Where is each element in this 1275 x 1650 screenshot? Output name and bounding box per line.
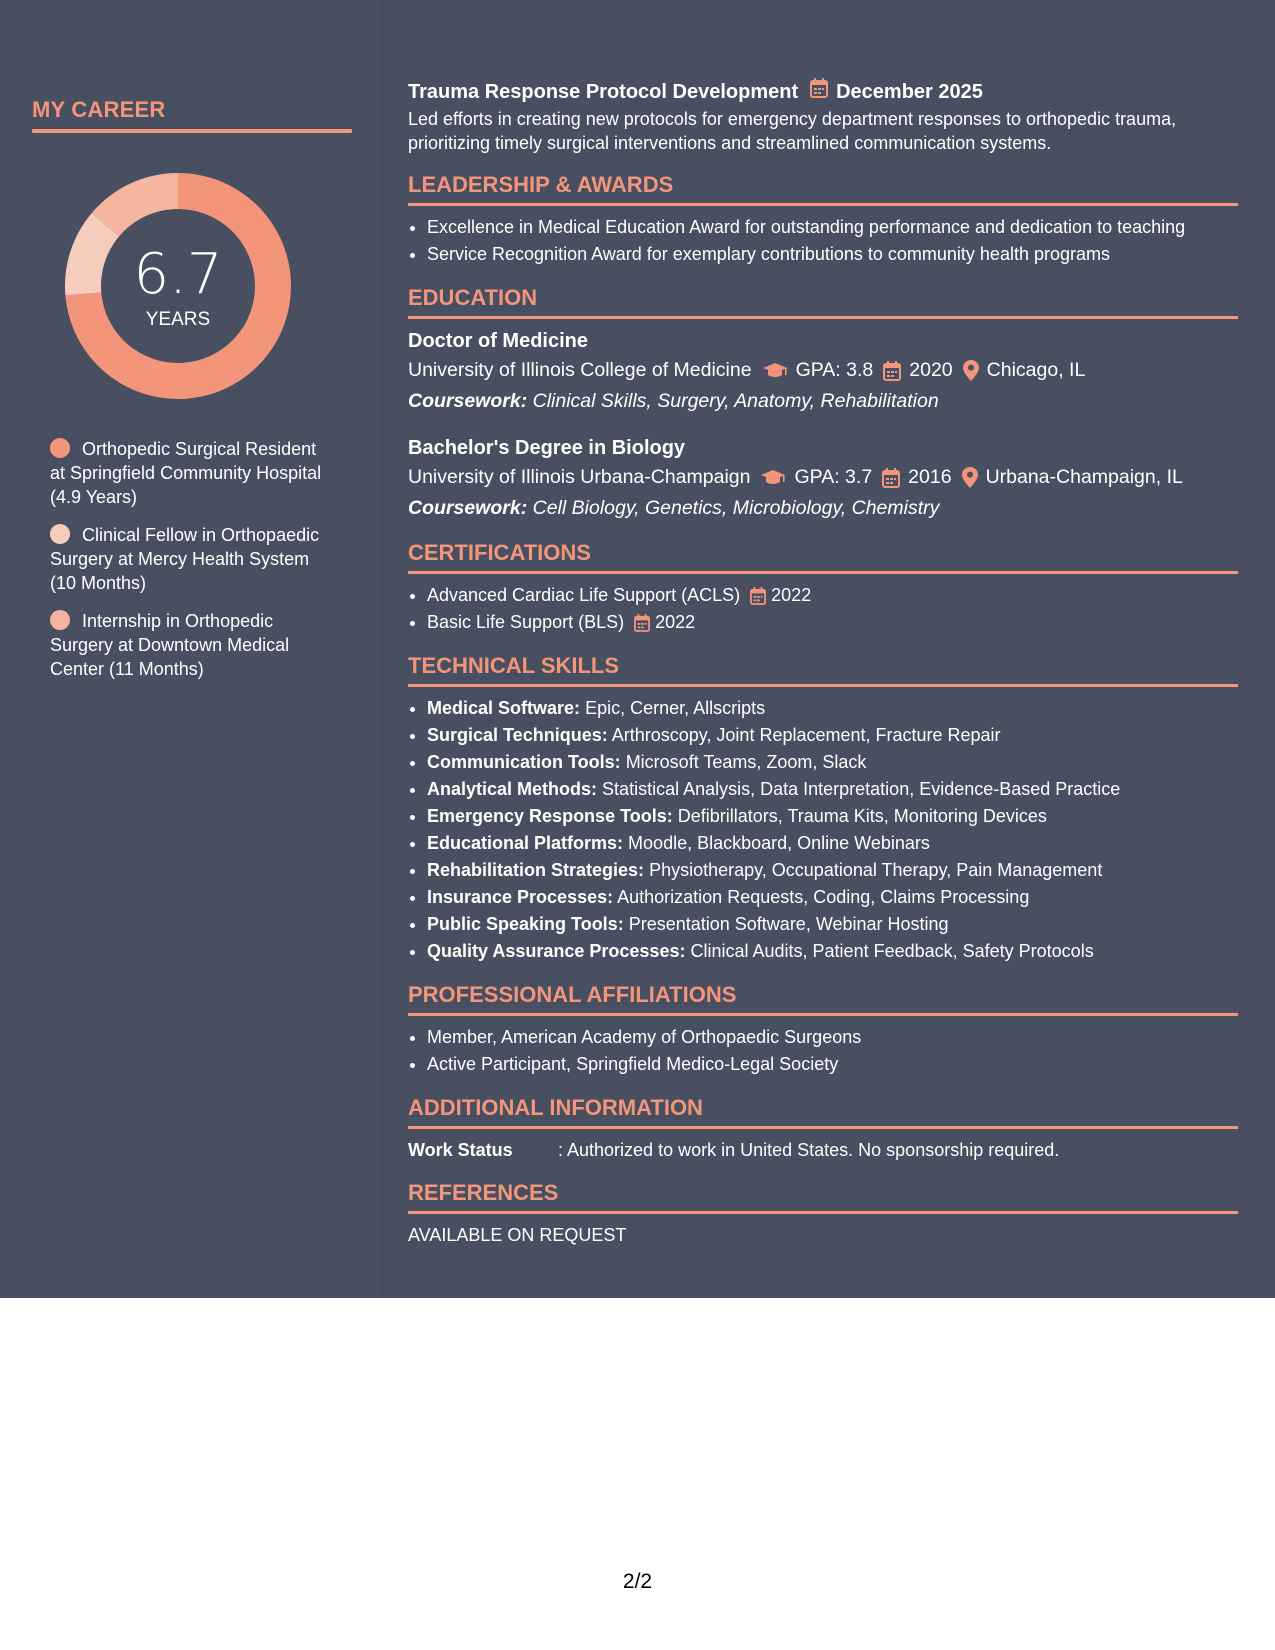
- section-rule: [408, 1126, 1238, 1129]
- certifications-title: CERTIFICATIONS: [408, 540, 591, 565]
- calendar-icon: [750, 587, 766, 605]
- skill-category: Communication Tools:: [427, 752, 621, 772]
- references-text: AVAILABLE ON REQUEST: [408, 1225, 627, 1245]
- graduation-cap-icon: [760, 469, 786, 487]
- education-coursework: [408, 386, 1238, 416]
- skills-title: TECHNICAL SKILLS: [408, 653, 620, 678]
- education-location: Chicago, IL: [986, 359, 1086, 381]
- list-item: [427, 776, 1238, 803]
- skill-values: Moodle, Blackboard, Online Webinars: [628, 833, 930, 853]
- certification-year: 2022: [771, 585, 812, 605]
- coursework-label: Coursework:: [408, 497, 528, 519]
- list-item: • Member, American Academy of Orthopaedic Surgeons: [427, 1024, 1238, 1051]
- skill-values: Microsoft Teams, Zoom, Slack: [625, 752, 867, 772]
- total-years-value: 6.7: [133, 242, 223, 307]
- leadership-list: [408, 214, 1238, 268]
- calendar-icon: [810, 78, 828, 106]
- references-title: REFERENCES: [408, 1180, 559, 1205]
- skill-category: Insurance Processes:: [427, 887, 614, 907]
- project-description: Led efforts in creating new protocols for emergency department responses to orthopedic trauma, prioritizing timely surgical interventions and streamlined communication systems.: [408, 109, 1177, 153]
- skill-category: Public Speaking Tools:: [427, 914, 624, 934]
- career-legend-label: Orthopedic Surgical Resident at Springfield Community Hospital (4.9 Years): [50, 439, 322, 507]
- career-legend-item: [50, 437, 335, 509]
- affiliations-title: PROFESSIONAL AFFILIATIONS: [408, 982, 737, 1007]
- career-donut-chart: [65, 173, 291, 399]
- location-pin-icon: [963, 360, 979, 381]
- column-divider: [382, 0, 383, 1298]
- page-number: 2/2: [622, 1570, 653, 1593]
- skill-values: Epic, Cerner, Allscripts: [585, 698, 766, 718]
- education-year: 2016: [908, 466, 952, 488]
- education-title: EDUCATION: [408, 285, 538, 310]
- project-header: [408, 78, 1238, 106]
- skill-values: Arthroscopy, Joint Replacement, Fracture Repair: [611, 725, 1001, 745]
- total-years-unit: YEARS: [145, 309, 211, 330]
- calendar-icon: [883, 361, 901, 381]
- coursework-label: Coursework:: [408, 390, 528, 412]
- section-rule: [408, 571, 1238, 574]
- skill-values: Clinical Audits, Patient Feedback, Safety Protocols: [690, 941, 1094, 961]
- list-item: [427, 938, 1238, 965]
- certification-name: • Advanced Cardiac Life Support (ACLS): [427, 585, 741, 605]
- project-date: December 2025: [836, 81, 983, 103]
- skill-values: Defibrillators, Trauma Kits, Monitoring Devices: [677, 806, 1047, 826]
- education-gpa: GPA: 3.7: [794, 466, 873, 488]
- certifications-list: [408, 582, 1238, 636]
- skills-list: [408, 695, 1238, 965]
- graduation-cap-icon: [762, 362, 788, 380]
- education-school: University of Illinois Urbana-Champaign: [408, 466, 751, 488]
- section-rule: [408, 316, 1238, 319]
- skill-values: Authorization Requests, Coding, Claims Processing: [617, 887, 1030, 907]
- list-item: [427, 749, 1238, 776]
- affiliations-list: [408, 1024, 1238, 1078]
- list-item: [427, 695, 1238, 722]
- education-year: 2020: [909, 359, 953, 381]
- skill-category: Educational Platforms:: [427, 833, 624, 853]
- education-gpa: GPA: 3.8: [795, 359, 874, 381]
- certification-name: • Basic Life Support (BLS): [427, 612, 625, 632]
- skill-category: Medical Software:: [427, 698, 581, 718]
- section-rule: [408, 1013, 1238, 1016]
- resume-main: [408, 78, 1238, 1248]
- list-item: [427, 884, 1238, 911]
- list-item: [427, 911, 1238, 938]
- additional-info-title: ADDITIONAL INFORMATION: [408, 1095, 703, 1120]
- skill-values: Physiotherapy, Occupational Therapy, Pain Management: [649, 860, 1103, 880]
- list-item: [427, 857, 1238, 884]
- coursework-value: Clinical Skills, Surgery, Anatomy, Rehabilitation: [532, 390, 939, 412]
- legend-dot: [50, 610, 70, 630]
- certification-year: 2022: [655, 612, 696, 632]
- work-status-label: Work Status: [408, 1140, 513, 1160]
- career-sidebar: [32, 97, 352, 679]
- career-title: MY CAREER: [32, 97, 166, 122]
- location-pin-icon: [962, 467, 978, 488]
- work-status-value: : Authorized to work in United States. No sponsorship required.: [558, 1140, 1060, 1160]
- section-rule: [408, 684, 1238, 687]
- list-item: • Excellence in Medical Education Award for outstanding performance and dedication to teaching: [427, 214, 1238, 241]
- career-legend-item: [50, 609, 335, 681]
- legend-dot: [50, 438, 70, 458]
- career-legend-label: Internship in Orthopedic Surgery at Downtown Medical Center (11 Months): [50, 611, 290, 679]
- calendar-icon: [634, 614, 650, 632]
- education-degree: Doctor of Medicine: [408, 330, 589, 352]
- career-legend-item: [50, 523, 335, 595]
- skill-values: Statistical Analysis, Data Interpretation, Evidence-Based Practice: [602, 779, 1121, 799]
- leadership-title: LEADERSHIP & AWARDS: [408, 172, 674, 197]
- coursework-value: Cell Biology, Genetics, Microbiology, Chemistry: [532, 497, 940, 519]
- education-coursework: [408, 493, 1238, 523]
- education-details: [408, 462, 1238, 493]
- legend-dot: [50, 524, 70, 544]
- list-item: [427, 803, 1238, 830]
- list-item: [427, 582, 1238, 609]
- section-rule: [408, 203, 1238, 206]
- education-degree: Bachelor's Degree in Biology: [408, 437, 686, 459]
- section-rule: [408, 1211, 1238, 1214]
- skill-category: Rehabilitation Strategies:: [427, 860, 645, 880]
- project-title: Trauma Response Protocol Development: [408, 81, 799, 103]
- skill-values: Presentation Software, Webinar Hosting: [628, 914, 949, 934]
- skill-category: Analytical Methods:: [427, 779, 598, 799]
- list-item: • Active Participant, Springfield Medico-Legal Society: [427, 1051, 1238, 1078]
- career-title-rule: [32, 129, 352, 133]
- skill-category: Quality Assurance Processes:: [427, 941, 686, 961]
- career-legend-label: Clinical Fellow in Orthopaedic Surgery at Mercy Health System (10 Months): [50, 525, 320, 593]
- education-school: University of Illinois College of Medicine: [408, 359, 752, 381]
- list-item: [427, 830, 1238, 857]
- work-status-row: [408, 1137, 1238, 1163]
- skill-category: Surgical Techniques:: [427, 725, 608, 745]
- education-details: [408, 355, 1238, 386]
- education-location: Urbana-Champaign, IL: [985, 466, 1183, 488]
- skill-category: Emergency Response Tools:: [427, 806, 673, 826]
- list-item: [427, 722, 1238, 749]
- list-item: [427, 609, 1238, 636]
- career-legend: [50, 437, 335, 695]
- list-item: • Service Recognition Award for exemplary contributions to community health programs: [427, 241, 1238, 268]
- calendar-icon: [882, 468, 900, 488]
